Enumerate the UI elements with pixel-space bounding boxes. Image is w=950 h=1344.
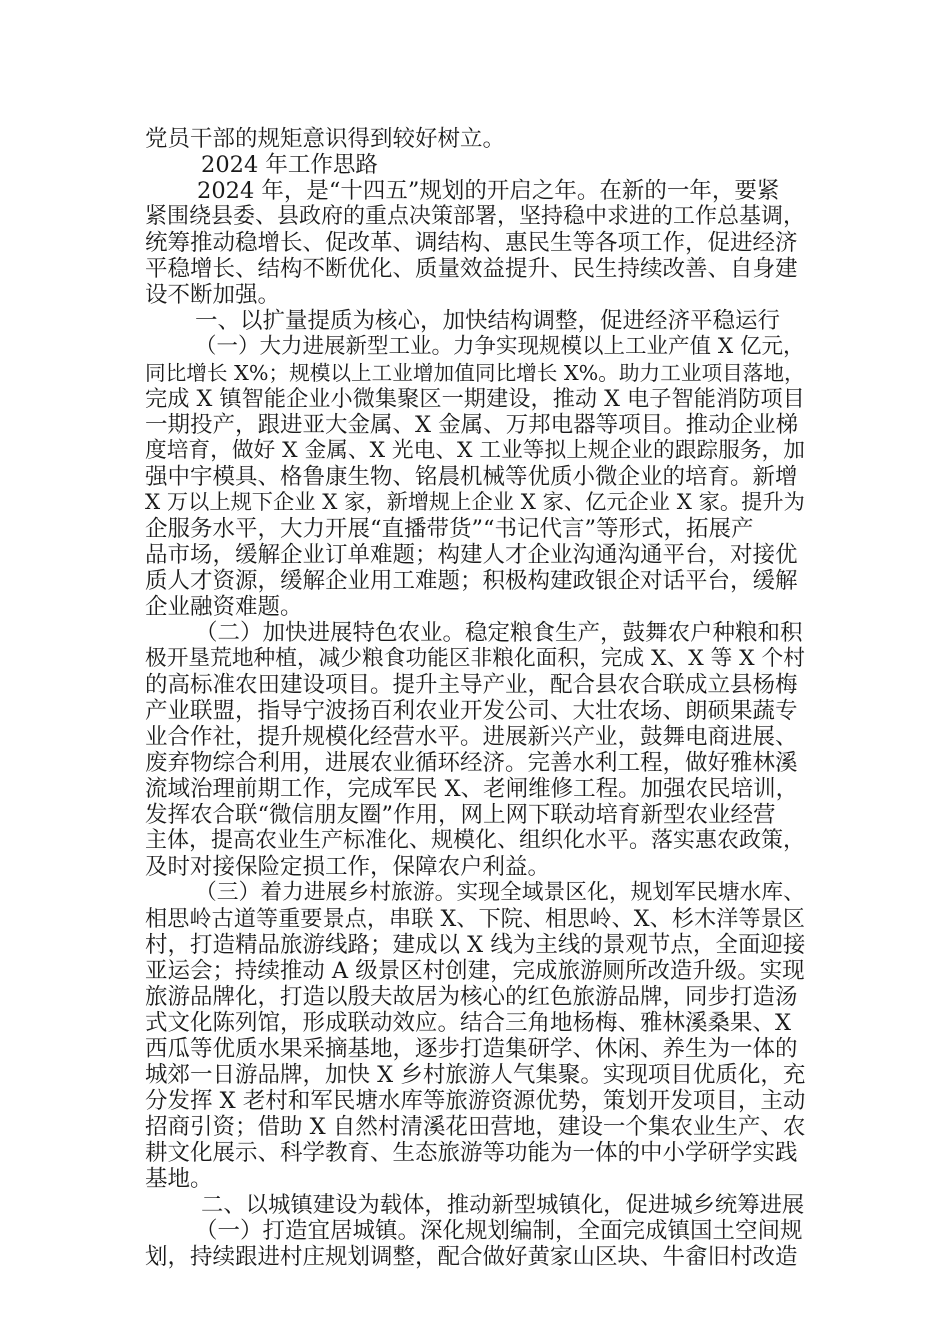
section-heading: 一、以扩量提质为核心，加快结构调整，促进经济平稳运行 — [195, 308, 781, 334]
section-heading: 2024 年工作思路 — [201, 152, 378, 178]
text-line: 发挥农合联“微信朋友圈”作用，网上网下联动培育新型农业经营 — [145, 802, 776, 828]
text-line: 及时对接保险定损工作，保障农户利益。 — [145, 854, 551, 880]
section-heading: 二、以城镇建设为载体，推动新型城镇化，促进城乡统筹进展 — [201, 1192, 805, 1218]
text-line: 流域治理前期工作，完成军民 X、老闸维修工程。加强农民培训， — [145, 776, 799, 802]
text-line: 废弃物综合利用，进展农业循环经济。完善水利工程，做好雅林溪 — [145, 750, 798, 776]
text-line: 耕文化展示、科学教育、生态旅游等功能为一体的中小学研学实践 — [145, 1140, 798, 1166]
text-line: 完成 X 镇智能企业小微集聚区一期建设，推动 X 电子智能消防项目 — [145, 386, 805, 412]
text-line: 分发挥 X 老村和军民塘水库等旅游资源优势，策划开发项目，主动 — [145, 1088, 806, 1114]
text-line: 的高标准农田建设项目。提升主导产业，配合县农合联成立县杨梅 — [145, 672, 798, 698]
text-line: 企服务水平，大力开展“直播带货”“书记代言”等形式，拓展产 — [145, 516, 754, 542]
text-line: 主体，提高农业生产标准化、规模化、组织化水平。落实惠农政策， — [145, 828, 806, 853]
text-line: 基地。 — [145, 1166, 213, 1192]
text-line: 企业融资难题。 — [145, 594, 303, 620]
text-line: 品市场，缓解企业订单难题；构建人才企业沟通沟通平台，对接优 — [145, 542, 798, 568]
text-line: 业合作社，提升规模化经营水平。进展新兴产业，鼓舞电商进展、 — [145, 724, 798, 750]
text-line: 党员干部的规矩意识得到较好树立。 — [145, 126, 506, 152]
text-line: 紧围绕县委、县政府的重点决策部署，坚持稳中求进的工作总基调， — [145, 204, 806, 229]
text-line: 统筹推动稳增长、促改革、调结构、惠民生等各项工作，促进经济 — [145, 230, 798, 256]
text-line: 村，打造精品旅游线路；建成以 X 线为主线的景观节点，全面迎接 — [145, 932, 806, 958]
text-line: 招商引资；借助 X 自然村清溪花田营地，建设一个集农业生产、农 — [145, 1114, 806, 1140]
text-line: 质人才资源，缓解企业用工难题；积极构建政银企对话平台，缓解 — [145, 568, 798, 594]
text-line: 相思岭古道等重要景点，串联 X、下院、相思岭、X、杉木洋等景区 — [145, 906, 805, 932]
text-line: X 万以上规下企业 X 家，新增规上企业 X 家、亿元企业 X 家。提升为 — [145, 490, 805, 515]
text-line: 式文化陈列馆，形成联动效应。结合三角地杨梅、雅林溪桑果、X — [145, 1010, 792, 1036]
text-line: 设不断加强。 — [145, 282, 281, 308]
text-line: 同比增长 X%；规模以上工业增加值同比增长 X%。助力工业项目落地， — [145, 361, 805, 385]
text-line: 极开垦荒地种植，减少粮食功能区非粮化面积，完成 X、X 等 X 个村 — [145, 646, 805, 671]
text-line: 2024 年，是“十四五”规划的开启之年。在新的一年，要紧 — [197, 178, 780, 204]
text-line: 亚运会；持续推动 A 级景区村创建，完成旅游厕所改造升级。实现 — [145, 958, 805, 984]
text-line: 一期投产，跟进亚大金属、X 金属、万邦电器等项目。推动企业梯 — [145, 412, 799, 438]
text-line: （一）大力进展新型工业。力争实现规模以上工业产值 X 亿元， — [195, 334, 805, 359]
text-line: 西瓜等优质水果采摘基地，逐步打造集研学、休闲、养生为一体的 — [145, 1036, 798, 1062]
text-line: （三）着力进展乡村旅游。实现全域景区化，规划军民塘水库、 — [195, 880, 805, 905]
text-line: 平稳增长、结构不断优化、质量效益提升、民生持续改善、自身建 — [145, 256, 798, 282]
text-line: 产业联盟，指导宁波扬百利农业开发公司、大壮农场、朗硕果蔬专 — [145, 698, 798, 724]
text-line: （一）打造宜居城镇。深化规划编制，全面完成镇国土空间规 — [195, 1218, 803, 1244]
text-line: （二）加快进展特色农业。稳定粮食生产，鼓舞农户种粮和积 — [195, 620, 803, 646]
text-line: 划，持续跟进村庄规划调整，配合做好黄家山区块、牛畲旧村改造 — [145, 1244, 798, 1270]
text-line: 强中宇模具、格鲁康生物、铭晨机械等优质小微企业的培育。新增 — [145, 464, 798, 490]
text-line: 旅游品牌化，打造以殷夫故居为核心的红色旅游品牌，同步打造汤 — [145, 984, 798, 1010]
text-line: 度培育，做好 X 金属、X 光电、X 工业等拟上规企业的跟踪服务，加 — [145, 438, 805, 463]
text-line: 城郊一日游品牌，加快 X 乡村旅游人气集聚。实现项目优质化，充 — [145, 1062, 806, 1088]
